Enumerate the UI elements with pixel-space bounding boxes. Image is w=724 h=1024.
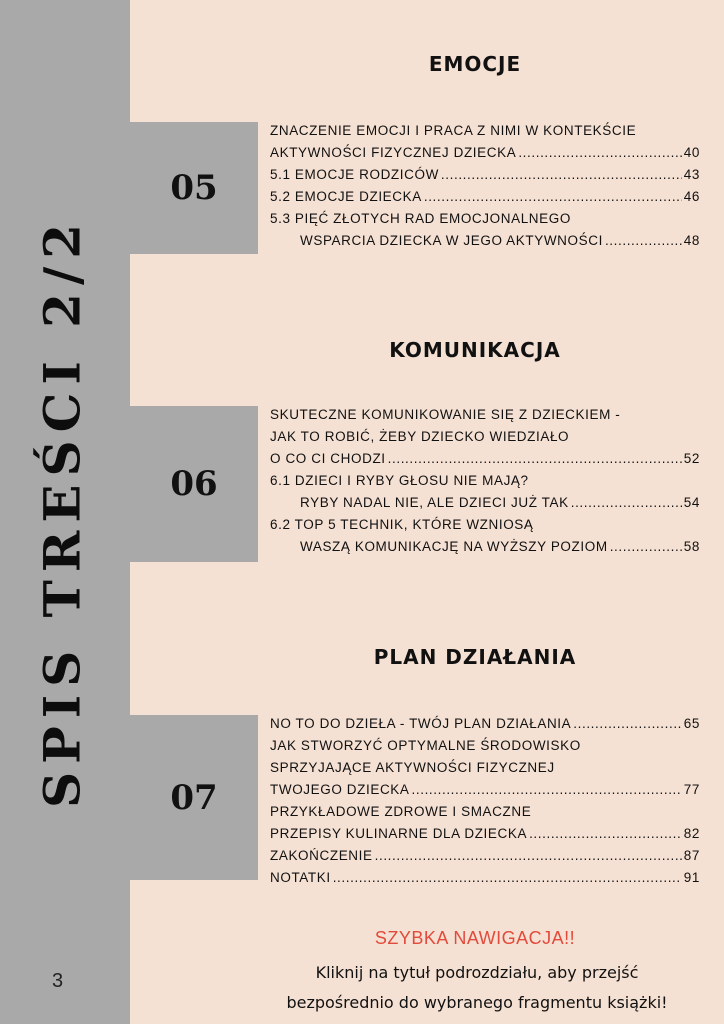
toc-page-number: 58: [683, 539, 700, 554]
section-number: 06: [170, 464, 218, 504]
toc-page-number: 91: [683, 870, 700, 885]
toc-leader-dots: [529, 823, 682, 845]
toc-entry-label: WASZĄ KOMUNIKACJĘ NA WYŻSZY POZIOM: [300, 539, 608, 554]
toc-entry-link[interactable]: [270, 845, 700, 867]
toc-vertical-title: SPIS TREŚCI 2/2: [32, 215, 92, 809]
page-number: 3: [52, 970, 64, 992]
toc-entry-label: NOTATKI: [270, 870, 331, 885]
toc-leader-dots: [610, 536, 682, 558]
toc-page-number: 54: [683, 495, 700, 510]
toc-entry-link[interactable]: [270, 867, 700, 889]
toc-entry-text: [270, 757, 700, 779]
section-06-tab: [130, 406, 258, 562]
toc-page-number: 87: [683, 848, 700, 863]
quick-navigation-line: Kliknij na tytuł podrozdziału, aby przejść: [315, 963, 639, 982]
toc-entry-label: 5.2 EMOCJE DZIECKA: [270, 189, 422, 204]
section-05-tab: [130, 122, 258, 254]
section-07-tab: [130, 715, 258, 880]
toc-entry-text: [270, 426, 700, 448]
toc-entry-label: 5.1 EMOCJE RODZICÓW: [270, 167, 439, 182]
quick-navigation-title: SZYBKA NAWIGACJA!!: [374, 928, 576, 948]
toc-leader-dots: [333, 867, 682, 889]
toc-entry-label: JAK TO ROBIĆ, ŻEBY DZIECKO WIEDZIAŁO: [270, 429, 570, 444]
section-title-emocje: EMOCJE: [428, 52, 522, 76]
toc-entry-text: [270, 514, 700, 536]
toc-entry-label: SKUTECZNE KOMUNIKOWANIE SIĘ Z DZIECKIEM -: [270, 407, 621, 422]
toc-entry-text: [270, 470, 700, 492]
toc-page-number: 43: [683, 167, 700, 182]
toc-entry-label: O CO CI CHODZI: [270, 451, 386, 466]
toc-entry-link[interactable]: [270, 186, 700, 208]
toc-entry-text: [270, 120, 700, 142]
toc-entry-text: [270, 208, 700, 230]
section-number: 07: [170, 777, 218, 818]
toc-leader-dots: [412, 779, 682, 801]
toc-entry-label: TWOJEGO DZIECKA: [270, 782, 410, 797]
toc-leader-dots: [388, 448, 682, 470]
toc-leader-dots: [605, 230, 682, 252]
toc-page-number: 40: [683, 145, 700, 160]
toc-entry-label: RYBY NADAL NIE, ALE DZIECI JUŻ TAK: [300, 495, 569, 510]
toc-entry-link[interactable]: [270, 536, 700, 558]
toc-entry-text: [270, 404, 700, 426]
toc-leader-dots: [573, 713, 682, 735]
toc-entry-link[interactable]: [270, 230, 700, 252]
toc-section-06: [270, 404, 700, 558]
quick-navigation-text: [232, 958, 722, 1018]
toc-entry-label: ZAKOŃCZENIE: [270, 848, 373, 863]
toc-entry-label: 6.2 TOP 5 TECHNIK, KTÓRE WZNIOSĄ: [270, 517, 534, 532]
toc-entry-link[interactable]: [270, 823, 700, 845]
toc-entry-label: WSPARCIA DZIECKA W JEGO AKTYWNOŚCI: [300, 233, 603, 248]
section-number: 05: [170, 168, 218, 208]
toc-entry-label: AKTYWNOŚCI FIZYCZNEJ DZIECKA: [270, 145, 517, 160]
toc-section-05: [270, 120, 700, 252]
toc-entry-label: 5.3 PIĘĆ ZŁOTYCH RAD EMOCJONALNEGO: [270, 211, 571, 226]
toc-entry-label: NO TO DO DZIEŁA - TWÓJ PLAN DZIAŁANIA: [270, 716, 572, 731]
toc-entry-label: PRZEPISY KULINARNE DLA DZIECKA: [270, 826, 528, 841]
toc-entry-link[interactable]: [270, 448, 700, 470]
toc-leader-dots: [518, 142, 681, 164]
toc-entry-label: 6.1 DZIECI I RYBY GŁOSU NIE MAJĄ?: [270, 473, 529, 488]
toc-entry-label: PRZYKŁADOWE ZDROWE I SMACZNE: [270, 804, 532, 819]
toc-page-number: 52: [683, 451, 700, 466]
toc-leader-dots: [441, 164, 682, 186]
toc-entry-label: SPRZYJAJĄCE AKTYWNOŚCI FIZYCZNEJ: [270, 760, 555, 775]
toc-entry-text: [270, 801, 700, 823]
toc-entry-link[interactable]: [270, 713, 700, 735]
toc-page-number: 48: [683, 233, 700, 248]
toc-entry-label: ZNACZENIE EMOCJI I PRACA Z NIMI W KONTEKŚCIE: [270, 123, 637, 138]
toc-page-number: 65: [683, 716, 700, 731]
toc-entry-link[interactable]: [270, 164, 700, 186]
toc-page-number: 82: [683, 826, 700, 841]
toc-entry-label: JAK STWORZYĆ OPTYMALNE ŚRODOWISKO: [270, 738, 581, 753]
toc-page-number: 77: [683, 782, 700, 797]
toc-entry-link[interactable]: [270, 142, 700, 164]
section-title-plan-dzialania: PLAN DZIAŁANIA: [373, 645, 577, 669]
toc-leader-dots: [424, 186, 682, 208]
toc-entry-link[interactable]: [270, 779, 700, 801]
quick-navigation-line: bezpośrednio do wybranego fragmentu książki!: [286, 993, 668, 1012]
toc-entry-text: [270, 735, 700, 757]
toc-page-number: 46: [683, 189, 700, 204]
section-title-komunikacja: KOMUNIKACJA: [389, 338, 561, 362]
toc-leader-dots: [375, 845, 682, 867]
toc-entry-link[interactable]: [270, 492, 700, 514]
toc-leader-dots: [571, 492, 682, 514]
toc-section-07: [270, 713, 700, 889]
